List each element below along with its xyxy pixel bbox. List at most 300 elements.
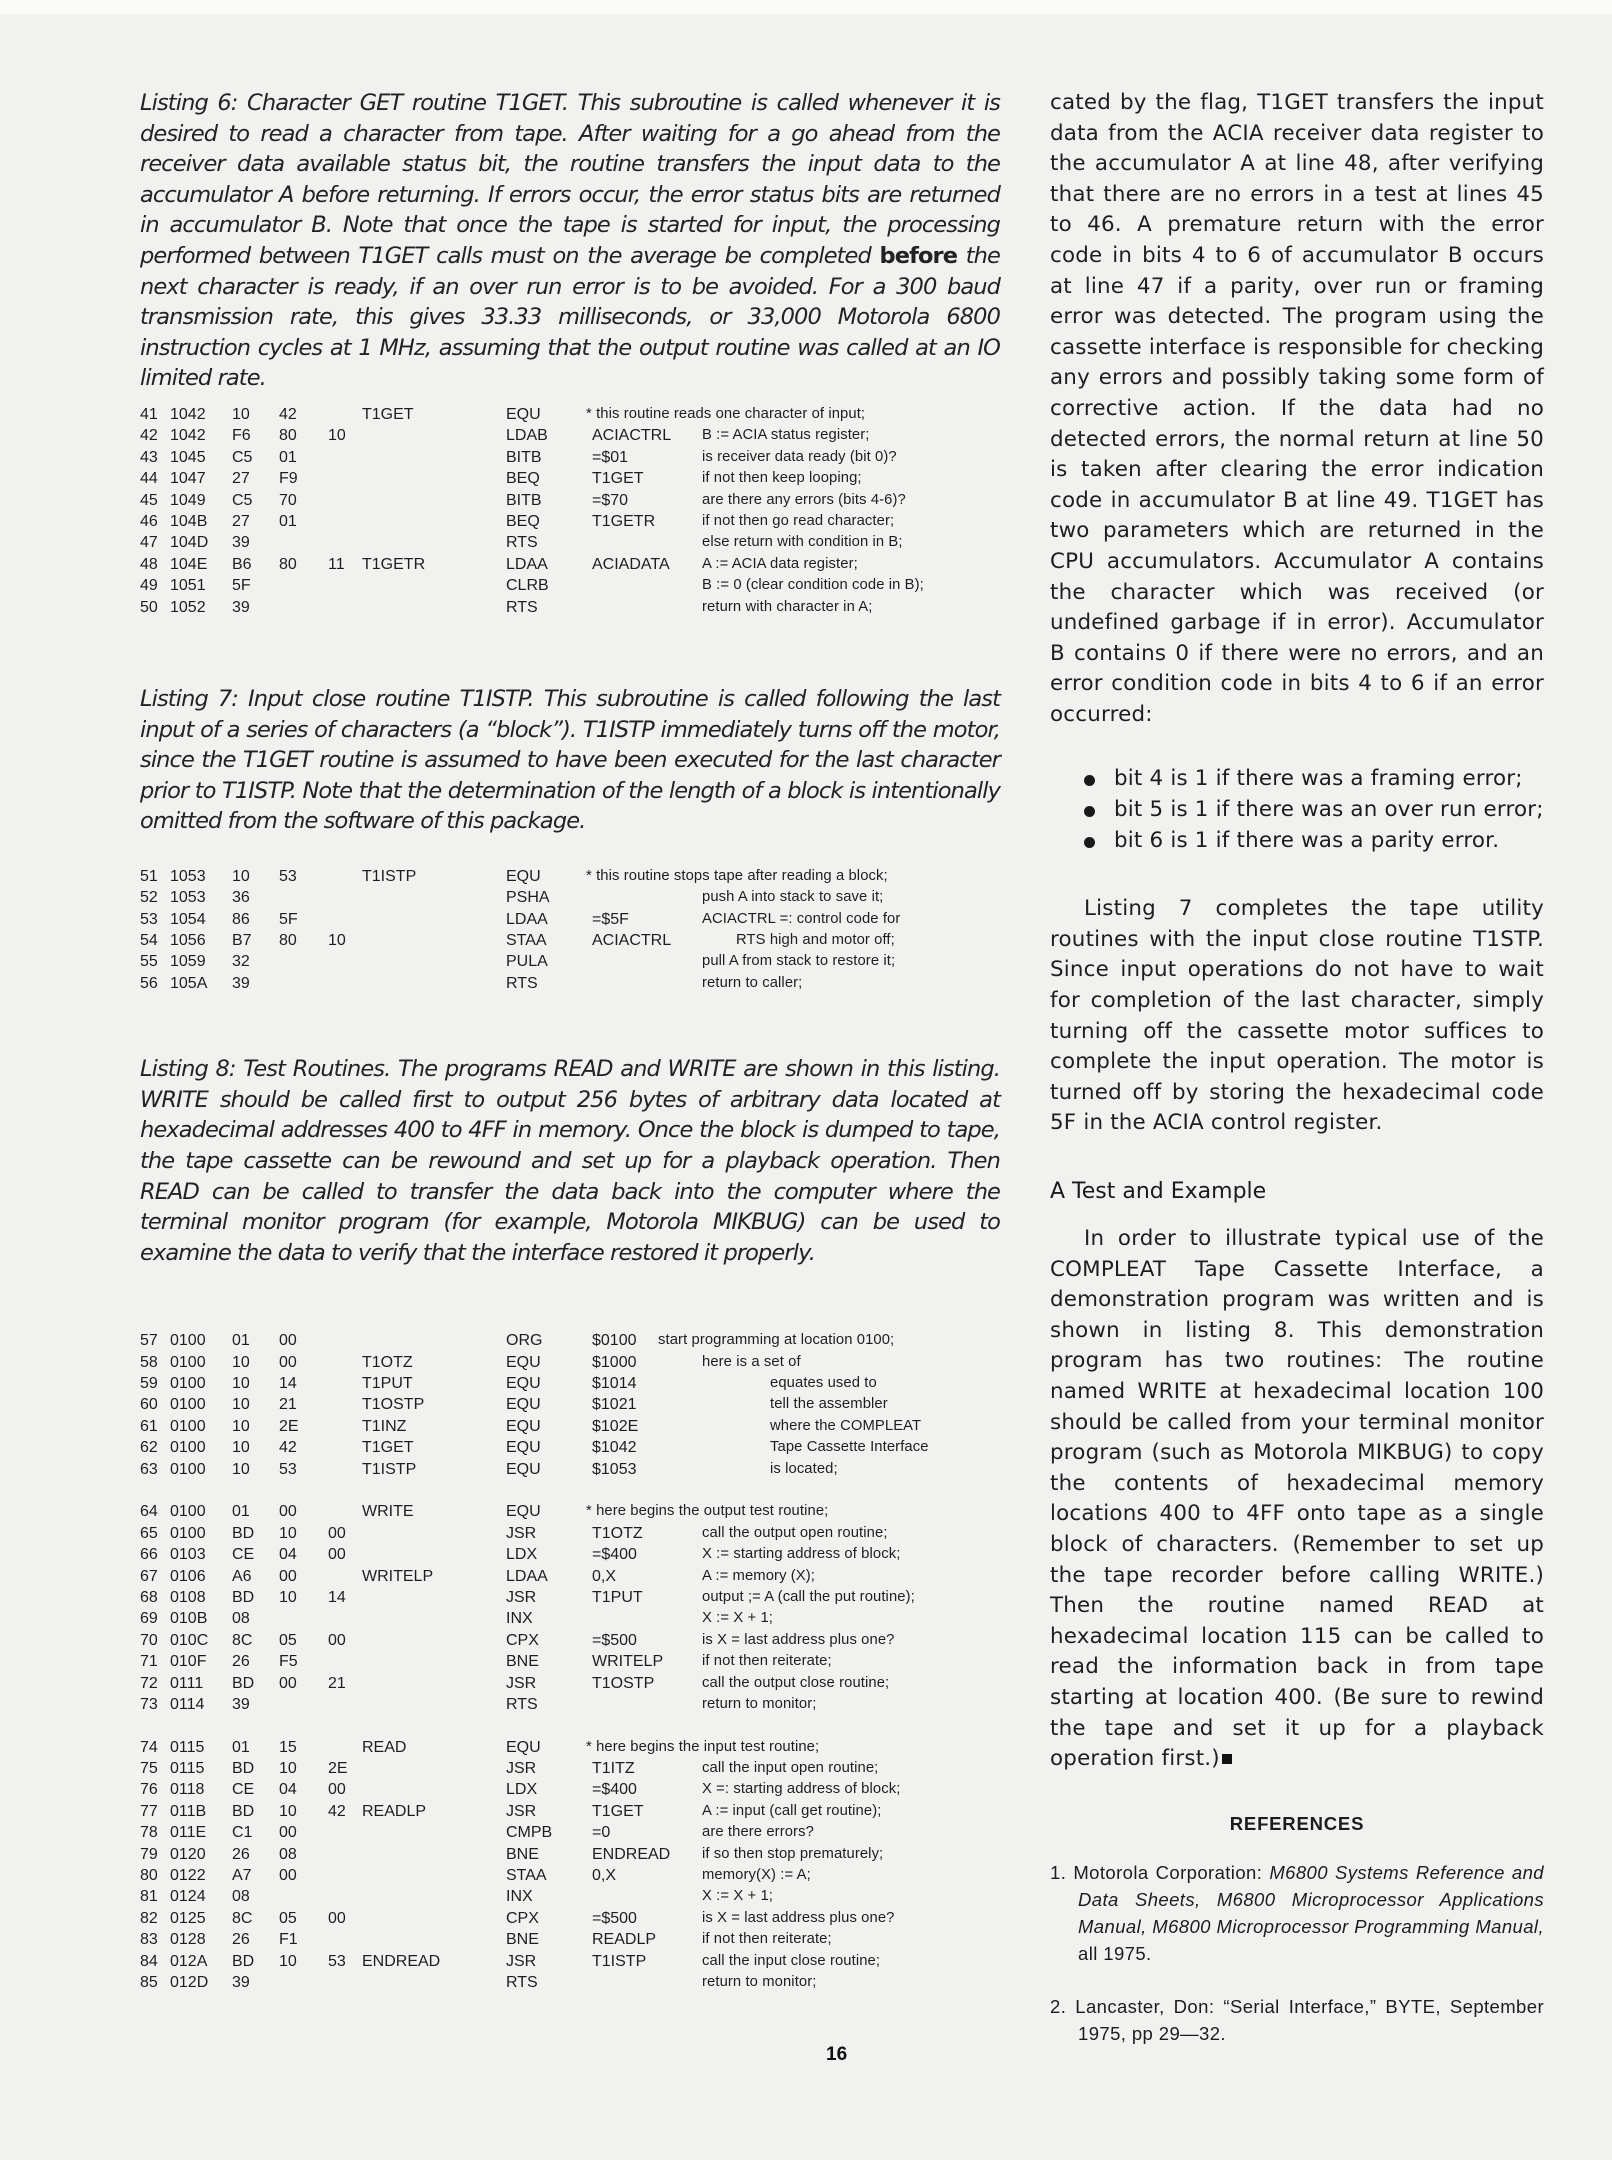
line-number: 76 bbox=[140, 1781, 158, 1799]
line-number: 84 bbox=[140, 1952, 158, 1970]
line-number: 58 bbox=[140, 1353, 158, 1371]
opcode-byte-2: 00 bbox=[279, 1567, 297, 1585]
address: 0124 bbox=[170, 1888, 206, 1906]
caption-text: the next character is ready, if an over run error is to be avoided. For a 300 baud transmission rate, this gives 33.33 milliseconds, or 33,000 Motorola 6800 instruction cycles at 1 MHz, assuming that the output routine was called at an IO limited rate. bbox=[140, 242, 1000, 392]
opcode-byte-1: 08 bbox=[232, 1888, 250, 1906]
list-item-text: bit 5 is 1 if there was an over run error; bbox=[1114, 797, 1544, 823]
operand: WRITELP bbox=[592, 1653, 664, 1671]
opcode-byte-1: 39 bbox=[232, 1973, 250, 1991]
mnemonic: EQU bbox=[506, 1375, 541, 1393]
address: 0115 bbox=[170, 1760, 205, 1778]
listing-line bbox=[140, 1352, 1000, 1373]
mnemonic: EQU bbox=[506, 1460, 541, 1478]
mnemonic: STAA bbox=[506, 1867, 547, 1885]
address: 010F bbox=[170, 1653, 207, 1671]
mnemonic: PSHA bbox=[506, 889, 550, 907]
opcode-byte-2: 10 bbox=[279, 1802, 297, 1820]
operand: ACIACTRL bbox=[592, 932, 672, 950]
listing-line bbox=[140, 909, 1000, 930]
opcode-byte-2: 80 bbox=[279, 555, 297, 573]
listing-line bbox=[140, 1459, 1000, 1480]
comment: A := memory (X); bbox=[702, 1567, 816, 1584]
comment: return to monitor; bbox=[702, 1973, 817, 1990]
label: T1GETR bbox=[362, 555, 426, 573]
listing-line bbox=[140, 490, 1000, 511]
address: 1051 bbox=[170, 577, 206, 595]
address: 0118 bbox=[170, 1781, 205, 1799]
mnemonic: EQU bbox=[506, 867, 541, 885]
opcode-byte-1: 26 bbox=[232, 1653, 250, 1671]
opcode-byte-2: 80 bbox=[279, 427, 297, 445]
listing-line bbox=[140, 1566, 1000, 1587]
address: 0100 bbox=[170, 1460, 206, 1478]
list-item-text: bit 4 is 1 if there was a framing error; bbox=[1114, 766, 1523, 792]
listing-line bbox=[140, 575, 1000, 596]
operand: =$70 bbox=[592, 491, 629, 509]
listing-line bbox=[140, 1844, 1000, 1865]
opcode-byte-3: 42 bbox=[328, 1802, 346, 1820]
address: 011E bbox=[170, 1824, 207, 1842]
opcode-byte-3: 00 bbox=[328, 1781, 346, 1799]
address: 0125 bbox=[170, 1909, 206, 1927]
line-number: 72 bbox=[140, 1674, 158, 1692]
label: T1INZ bbox=[362, 1417, 407, 1435]
opcode-byte-3: 2E bbox=[328, 1760, 348, 1778]
listing-line bbox=[140, 597, 1000, 618]
mnemonic: JSR bbox=[506, 1802, 537, 1820]
opcode-byte-1: CE bbox=[232, 1546, 255, 1564]
operand: T1OSTP bbox=[592, 1674, 655, 1692]
line-number: 47 bbox=[140, 534, 158, 552]
address: 0103 bbox=[170, 1546, 206, 1564]
opcode-byte-2: 10 bbox=[279, 1588, 297, 1606]
operand: =$400 bbox=[592, 1781, 637, 1799]
opcode-byte-2: 05 bbox=[279, 1909, 297, 1927]
mnemonic: CPX bbox=[506, 1909, 539, 1927]
list-item bbox=[1050, 826, 1544, 857]
address: 1047 bbox=[170, 470, 206, 488]
address: 1042 bbox=[170, 427, 206, 445]
opcode-byte-3: 53 bbox=[328, 1952, 346, 1970]
comment: X =: starting address of block; bbox=[702, 1781, 901, 1798]
opcode-byte-2: 00 bbox=[279, 1332, 297, 1350]
comment: return with character in A; bbox=[702, 598, 873, 615]
opcode-byte-2: 10 bbox=[279, 1952, 297, 1970]
line-number: 67 bbox=[140, 1567, 158, 1585]
opcode-byte-1: 8C bbox=[232, 1909, 253, 1927]
address: 1052 bbox=[170, 598, 206, 616]
listing-line bbox=[140, 1523, 1000, 1544]
opcode-byte-1: BD bbox=[232, 1760, 255, 1778]
mnemonic: EQU bbox=[506, 1503, 541, 1521]
mnemonic: JSR bbox=[506, 1524, 537, 1542]
mnemonic: ORG bbox=[506, 1332, 543, 1350]
opcode-byte-1: C5 bbox=[232, 491, 253, 509]
opcode-byte-2: 01 bbox=[279, 448, 297, 466]
address: 1045 bbox=[170, 448, 206, 466]
opcode-byte-1: 8C bbox=[232, 1631, 253, 1649]
opcode-byte-2: 00 bbox=[279, 1503, 297, 1521]
operand: $0100 bbox=[592, 1332, 637, 1350]
opcode-byte-1: 39 bbox=[232, 534, 250, 552]
operand: $1000 bbox=[592, 1353, 637, 1371]
comment: push A into stack to save it; bbox=[702, 889, 884, 906]
list-item-text: bit 6 is 1 if there was a parity error. bbox=[1114, 827, 1500, 853]
opcode-byte-1: 10 bbox=[232, 1460, 250, 1478]
comment: B := ACIA status register; bbox=[702, 427, 870, 444]
opcode-byte-1: 86 bbox=[232, 910, 250, 928]
mnemonic: EQU bbox=[506, 1417, 541, 1435]
comment: tell the assembler bbox=[770, 1396, 888, 1413]
listing-line bbox=[140, 1394, 1000, 1415]
list-item bbox=[1050, 764, 1544, 795]
comment: is X = last address plus one? bbox=[702, 1909, 895, 1926]
bullet-icon bbox=[1084, 775, 1095, 786]
comment: if not then reiterate; bbox=[702, 1653, 832, 1670]
mnemonic: JSR bbox=[506, 1588, 537, 1606]
caption-emphasis: before bbox=[879, 242, 958, 269]
mnemonic: EQU bbox=[506, 1439, 541, 1457]
address: 104E bbox=[170, 555, 208, 573]
listing-line bbox=[140, 1758, 1000, 1779]
section-heading: A Test and Example bbox=[1050, 1179, 1267, 1204]
reference-item-1 bbox=[1050, 1859, 1544, 1967]
listing-line bbox=[140, 404, 1000, 425]
listing-8-caption: Listing 8: Test Routines. The programs READ and WRITE are shown in this listing. WRITE should be called first to output 256 bytes of arbitrary data located at hexadecimal addresses 400 to 4FF in memory. Once the block is dumped to tape, the tape cassette can be rewound and set up for a playback operation. Then READ can be called to transfer the data back into the computer where the terminal monitor program (for example, Motorola MIKBUG) can be used to examine the data to verify that the interface restored it properly. bbox=[140, 1056, 1000, 1266]
address: 0100 bbox=[170, 1417, 206, 1435]
line-number: 41 bbox=[140, 406, 158, 423]
opcode-byte-1: BD bbox=[232, 1802, 255, 1820]
opcode-byte-1: 5F bbox=[232, 577, 251, 595]
line-number: 80 bbox=[140, 1867, 158, 1885]
address: 0100 bbox=[170, 1375, 206, 1393]
listing-line bbox=[140, 1373, 1000, 1394]
operand: $1053 bbox=[592, 1460, 637, 1478]
listing-gap bbox=[140, 1480, 1000, 1501]
opcode-byte-1: 32 bbox=[232, 953, 250, 971]
line-number: 65 bbox=[140, 1524, 158, 1542]
comment: is receiver data ready (bit 0)? bbox=[702, 448, 897, 465]
comment: X := X + 1; bbox=[702, 1610, 774, 1627]
line-number: 78 bbox=[140, 1824, 158, 1842]
line-number: 55 bbox=[140, 953, 158, 971]
listing-7-caption: Listing 7: Input close routine T1ISTP. This subroutine is called following the last input of a series of characters (a “block”). T1ISTP immediately turns off the motor, since the T1GET routine is assumed to have been executed for the last character prior to T1ISTP. Note that the determination of the length of a block is intentionally omitted from the software of this package. bbox=[140, 685, 1000, 835]
comment: is located; bbox=[770, 1460, 838, 1477]
address: 1042 bbox=[170, 406, 206, 423]
line-number: 54 bbox=[140, 932, 158, 950]
line-number: 56 bbox=[140, 974, 158, 992]
listing-line bbox=[140, 532, 1000, 553]
address: 1056 bbox=[170, 932, 206, 950]
mnemonic: BITB bbox=[506, 491, 542, 509]
mnemonic: EQU bbox=[506, 1353, 541, 1371]
address: 0120 bbox=[170, 1845, 206, 1863]
label: T1ISTP bbox=[362, 1460, 417, 1478]
comment: X := starting address of block; bbox=[702, 1546, 901, 1563]
opcode-byte-1: B7 bbox=[232, 932, 252, 950]
operand: T1GETR bbox=[592, 512, 656, 530]
listing-line bbox=[140, 1330, 1000, 1351]
comment: memory(X) := A; bbox=[702, 1867, 811, 1884]
line-number: 74 bbox=[140, 1738, 158, 1756]
line-number: 45 bbox=[140, 491, 158, 509]
listing-line bbox=[140, 1929, 1000, 1950]
opcode-byte-1: BD bbox=[232, 1674, 255, 1692]
operand: T1ISTP bbox=[592, 1952, 647, 1970]
opcode-byte-1: 10 bbox=[232, 1353, 250, 1371]
opcode-byte-2: 10 bbox=[279, 1760, 297, 1778]
address: 0122 bbox=[170, 1867, 206, 1885]
listing-line bbox=[140, 1737, 1000, 1758]
address: 1054 bbox=[170, 910, 206, 928]
address: 1049 bbox=[170, 491, 206, 509]
mnemonic: PULA bbox=[506, 953, 548, 971]
address: 0128 bbox=[170, 1931, 206, 1949]
opcode-byte-1: 10 bbox=[232, 1417, 250, 1435]
comment: output ;= A (call the put routine); bbox=[702, 1588, 915, 1605]
listing-line bbox=[140, 1673, 1000, 1694]
comment: Tape Cassette Interface bbox=[770, 1439, 929, 1456]
opcode-byte-2: 42 bbox=[279, 406, 297, 423]
mnemonic: CPX bbox=[506, 1631, 539, 1649]
operand: $1021 bbox=[592, 1396, 637, 1414]
mnemonic: RTS bbox=[506, 974, 538, 992]
address: 0108 bbox=[170, 1588, 206, 1606]
line-number: 66 bbox=[140, 1546, 158, 1564]
bullet-icon bbox=[1084, 837, 1095, 848]
comment: X := X + 1; bbox=[702, 1888, 774, 1905]
opcode-byte-1: 10 bbox=[232, 406, 250, 423]
operand: READLP bbox=[592, 1931, 657, 1949]
opcode-byte-1: CE bbox=[232, 1781, 255, 1799]
mnemonic: LDAA bbox=[506, 555, 548, 573]
address: 104B bbox=[170, 512, 208, 530]
line-number: 71 bbox=[140, 1653, 158, 1671]
listing-line bbox=[140, 1437, 1000, 1458]
address: 0100 bbox=[170, 1439, 206, 1457]
opcode-byte-1: F6 bbox=[232, 427, 251, 445]
opcode-byte-1: C1 bbox=[232, 1824, 253, 1842]
comment: if so then stop prematurely; bbox=[702, 1845, 884, 1862]
line-number: 83 bbox=[140, 1931, 158, 1949]
opcode-byte-3: 10 bbox=[328, 427, 346, 445]
opcode-byte-2: 04 bbox=[279, 1781, 297, 1799]
opcode-byte-3: 14 bbox=[328, 1588, 346, 1606]
opcode-byte-2: 2E bbox=[279, 1417, 299, 1435]
label: T1PUT bbox=[362, 1375, 413, 1393]
comment: if not then go read character; bbox=[702, 512, 895, 529]
operand: =$5F bbox=[592, 910, 629, 928]
opcode-byte-2: 42 bbox=[279, 1439, 297, 1457]
operand: =$500 bbox=[592, 1909, 637, 1927]
line-number: 62 bbox=[140, 1439, 158, 1457]
body-paragraph-1: cated by the flag, T1GET transfers the input data from the ACIA receiver data register to the accumulator A at line 48, after verifying that there are no errors in a test at lines 45 to 46. A premature return with the error code in bits 4 to 6 of accumulator B occurs at line 47 if a parity, over run or framing error was detected. The program using the cassette interface is responsible for checking any errors and possibly taking some form of corrective action. If the data had no detected errors, the normal return at line 50 is taken after clearing the error indication code in accumulator B at line 49. T1GET has two parameters which are returned in the CPU accumulators. Accumulator A contains the character which was received (or undefined garbage if in error). Accumulator B contains 0 if there were no errors, and an error condition code in bits 4 to 6 if an error occurred: bbox=[1050, 90, 1544, 727]
address: 0100 bbox=[170, 1503, 206, 1521]
comment: pull A from stack to restore it; bbox=[702, 953, 896, 970]
listing-line bbox=[140, 1587, 1000, 1608]
comment: is X = last address plus one? bbox=[702, 1631, 895, 1648]
opcode-byte-1: 27 bbox=[232, 512, 250, 530]
address: 0100 bbox=[170, 1396, 206, 1414]
opcode-byte-1: 10 bbox=[232, 1396, 250, 1414]
opcode-byte-1: 36 bbox=[232, 889, 250, 907]
body-paragraph-3 bbox=[1050, 1224, 1544, 1775]
label: READ bbox=[362, 1738, 407, 1756]
line-number: 48 bbox=[140, 555, 158, 573]
mnemonic: CLRB bbox=[506, 577, 549, 595]
line-number: 42 bbox=[140, 427, 158, 445]
opcode-byte-2: 53 bbox=[279, 867, 297, 885]
mnemonic: INX bbox=[506, 1888, 533, 1906]
operand: T1OTZ bbox=[592, 1524, 643, 1542]
comment: RTS high and motor off; bbox=[736, 932, 895, 949]
address: 104D bbox=[170, 534, 209, 552]
listing-line bbox=[140, 887, 1000, 908]
opcode-byte-2: 00 bbox=[279, 1867, 297, 1885]
line-number: 51 bbox=[140, 867, 158, 885]
line-number: 81 bbox=[140, 1888, 158, 1906]
reference-title: “Serial Interface,” BYTE, September 1975, pp 29—32. bbox=[1078, 1995, 1545, 2044]
mnemonic: EQU bbox=[506, 1396, 541, 1414]
opcode-byte-2: 10 bbox=[279, 1524, 297, 1542]
line-number: 69 bbox=[140, 1610, 158, 1628]
line-number: 46 bbox=[140, 512, 158, 530]
mnemonic: LDAA bbox=[506, 910, 548, 928]
opcode-byte-2: 08 bbox=[279, 1845, 297, 1863]
comment: B := 0 (clear condition code in B); bbox=[702, 577, 924, 594]
comment: * here begins the output test routine; bbox=[586, 1503, 829, 1520]
operand: T1ITZ bbox=[592, 1760, 635, 1778]
operand: T1GET bbox=[592, 1802, 644, 1820]
opcode-byte-2: 15 bbox=[279, 1738, 297, 1756]
operand: $102E bbox=[592, 1417, 639, 1435]
opcode-byte-2: 00 bbox=[279, 1353, 297, 1371]
listing-line bbox=[140, 554, 1000, 575]
mnemonic: JSR bbox=[506, 1760, 537, 1778]
listing-line bbox=[140, 1416, 1000, 1437]
opcode-byte-1: 26 bbox=[232, 1845, 250, 1863]
opcode-byte-1: 01 bbox=[232, 1503, 250, 1521]
comment: if not then keep looping; bbox=[702, 470, 862, 487]
opcode-byte-2: 00 bbox=[279, 1824, 297, 1842]
references-heading: REFERENCES bbox=[1229, 1812, 1365, 1834]
listing-line bbox=[140, 1501, 1000, 1522]
mnemonic: EQU bbox=[506, 1738, 541, 1756]
address: 012A bbox=[170, 1952, 208, 1970]
opcode-byte-1: 10 bbox=[232, 867, 250, 885]
opcode-byte-1: 39 bbox=[232, 974, 250, 992]
address: 0100 bbox=[170, 1524, 206, 1542]
right-column bbox=[1050, 88, 1544, 2047]
page-number: 16 bbox=[826, 2044, 848, 2065]
mnemonic: BNE bbox=[506, 1653, 539, 1671]
line-number: 61 bbox=[140, 1417, 158, 1435]
address: 105A bbox=[170, 974, 208, 992]
opcode-byte-1: BD bbox=[232, 1952, 255, 1970]
address: 0114 bbox=[170, 1695, 205, 1713]
line-number: 64 bbox=[140, 1503, 158, 1521]
opcode-byte-1: 26 bbox=[232, 1931, 250, 1949]
opcode-byte-2: 53 bbox=[279, 1460, 297, 1478]
label: WRITE bbox=[362, 1503, 414, 1521]
address: 0100 bbox=[170, 1353, 206, 1371]
opcode-byte-2: 80 bbox=[279, 932, 297, 950]
listing-line bbox=[140, 1651, 1000, 1672]
bullet-icon bbox=[1084, 806, 1095, 817]
opcode-byte-1: 10 bbox=[232, 1439, 250, 1457]
opcode-byte-1: 10 bbox=[232, 1375, 250, 1393]
opcode-byte-1: 08 bbox=[232, 1610, 250, 1628]
line-number: 50 bbox=[140, 598, 158, 616]
comment: return to caller; bbox=[702, 974, 803, 991]
mnemonic: RTS bbox=[506, 598, 538, 616]
line-number: 70 bbox=[140, 1631, 158, 1649]
listing-line bbox=[140, 468, 1000, 489]
mnemonic: JSR bbox=[506, 1952, 537, 1970]
operand: T1PUT bbox=[592, 1588, 643, 1606]
comment: return to monitor; bbox=[702, 1695, 817, 1712]
comment: are there any errors (bits 4-6)? bbox=[702, 491, 906, 508]
comment: call the input close routine; bbox=[702, 1952, 881, 1969]
mnemonic: BNE bbox=[506, 1931, 539, 1949]
opcode-byte-1: 39 bbox=[232, 1695, 250, 1713]
opcode-byte-1: 01 bbox=[232, 1738, 250, 1756]
listing-6-caption bbox=[140, 88, 1000, 396]
line-number: 68 bbox=[140, 1588, 158, 1606]
line-number: 49 bbox=[140, 577, 158, 595]
label: ENDREAD bbox=[362, 1952, 441, 1970]
label: T1GET bbox=[362, 1439, 414, 1457]
line-number: 43 bbox=[140, 448, 158, 466]
listing-line bbox=[140, 1694, 1000, 1715]
comment: equates used to bbox=[770, 1375, 877, 1392]
comment: if not then reiterate; bbox=[702, 1931, 832, 1948]
opcode-byte-2: F9 bbox=[279, 470, 298, 488]
operand: $1014 bbox=[592, 1375, 637, 1393]
line-number: 44 bbox=[140, 470, 158, 488]
listing-line bbox=[140, 951, 1000, 972]
opcode-byte-1: B6 bbox=[232, 555, 252, 573]
reference-title: M6800 Systems Reference and Data Sheets, M6800 Microprocessor Applications Manual, M6800 Microprocessor Programming Manual, bbox=[1078, 1861, 1544, 1937]
opcode-byte-2: 04 bbox=[279, 1546, 297, 1564]
listing-line bbox=[140, 1951, 1000, 1972]
address: 010B bbox=[170, 1610, 208, 1628]
opcode-byte-3: 10 bbox=[328, 932, 346, 950]
operand: 0,X bbox=[592, 1867, 617, 1885]
line-number: 53 bbox=[140, 910, 158, 928]
reference-number: 2. bbox=[1050, 1995, 1067, 2017]
listing-line bbox=[140, 1886, 1000, 1907]
line-number: 57 bbox=[140, 1332, 158, 1350]
mnemonic: BEQ bbox=[506, 512, 540, 530]
listing-gap bbox=[140, 1715, 1000, 1736]
operand: =$01 bbox=[592, 448, 629, 466]
reference-number: 1. bbox=[1050, 1861, 1067, 1883]
line-number: 52 bbox=[140, 889, 158, 907]
label: T1GET bbox=[362, 406, 414, 423]
comment: * this routine stops tape after reading a block; bbox=[586, 867, 888, 884]
comment: call the input open routine; bbox=[702, 1760, 879, 1777]
line-number: 79 bbox=[140, 1845, 158, 1863]
opcode-byte-2: 70 bbox=[279, 491, 297, 509]
comment: A := ACIA data register; bbox=[702, 555, 858, 572]
mnemonic: LDAB bbox=[506, 427, 548, 445]
opcode-byte-1: A6 bbox=[232, 1567, 252, 1585]
opcode-byte-1: C5 bbox=[232, 448, 253, 466]
opcode-byte-2: 14 bbox=[279, 1375, 297, 1393]
opcode-byte-2: F5 bbox=[279, 1653, 298, 1671]
line-number: 75 bbox=[140, 1760, 158, 1778]
